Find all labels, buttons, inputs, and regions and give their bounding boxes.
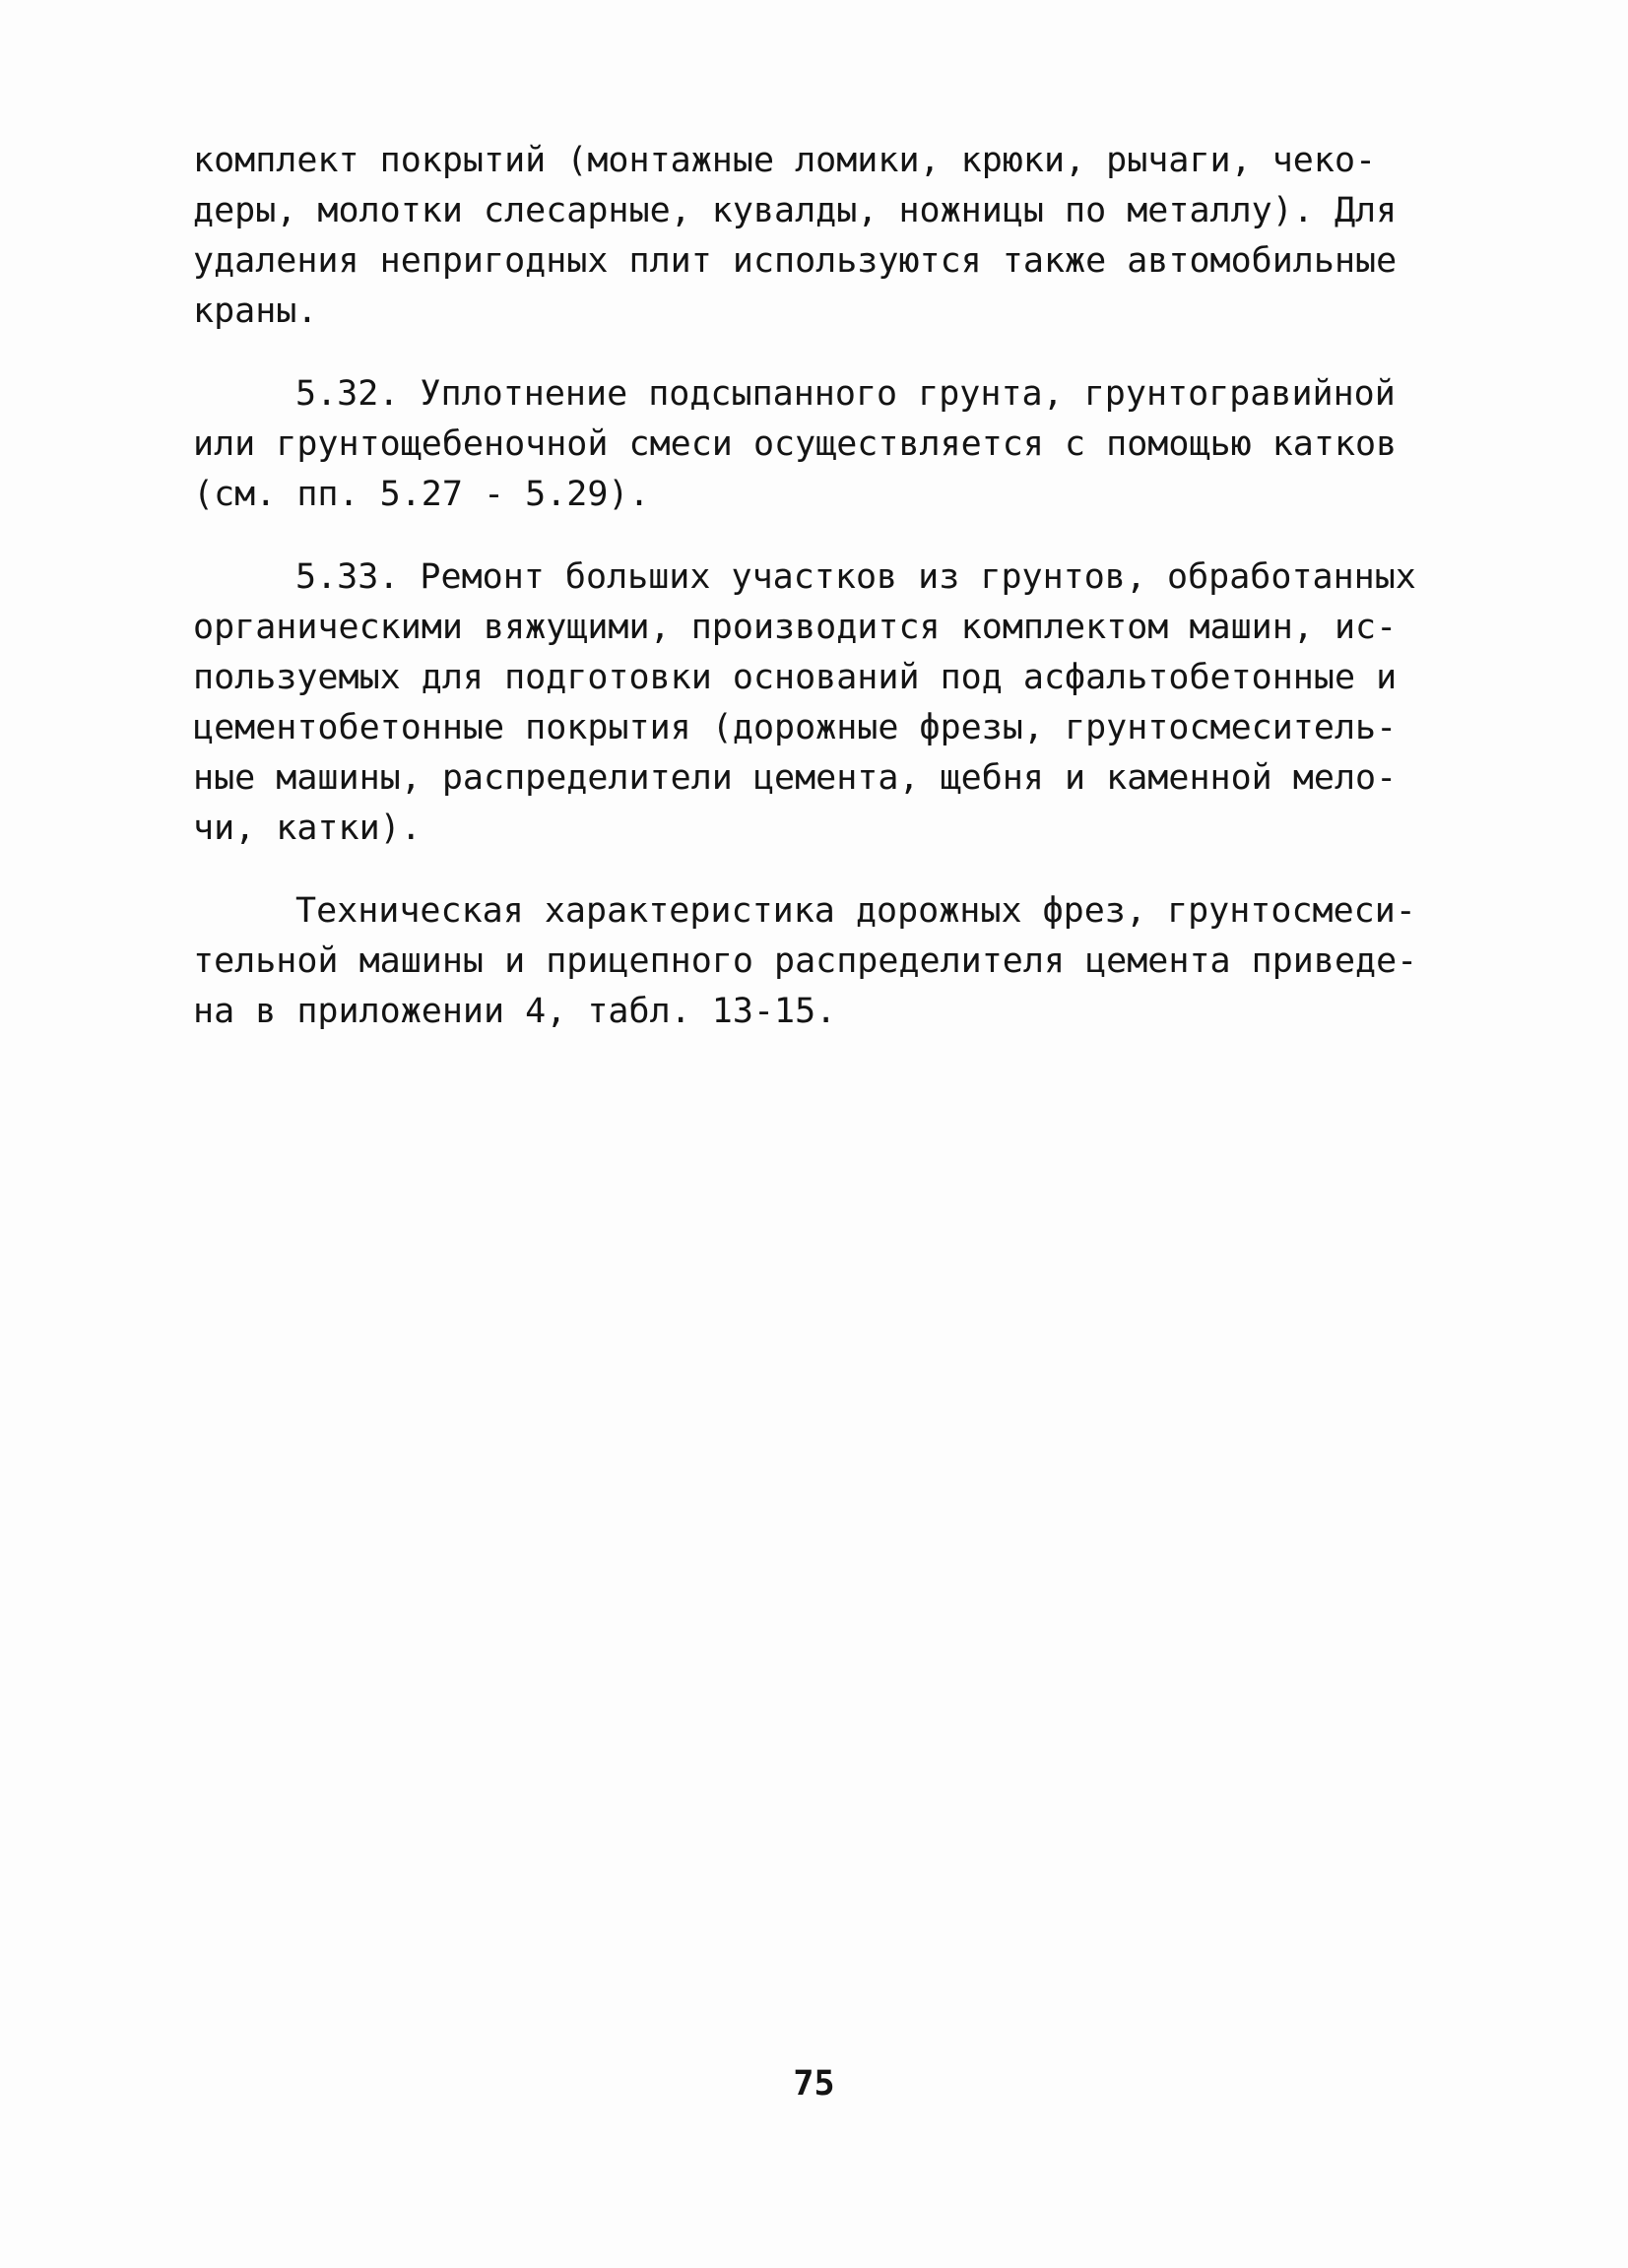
- paragraph-technical-characteristics: [193, 886, 1418, 1037]
- page-number: 75: [793, 2064, 835, 2104]
- text-line: краны.: [193, 292, 318, 331]
- text-line: 5.33. Ремонт больших участков из грунтов, обработанных: [295, 557, 1416, 597]
- body-text: [193, 136, 1418, 1069]
- text-line: на в приложении 4, табл. 13-15.: [193, 992, 837, 1031]
- text-line: ные машины, распределители цемента, щебня и каменной мело-: [193, 758, 1398, 798]
- text-line: 5.32. Уплотнение подсыпанного грунта, грунтогравийной: [295, 374, 1396, 414]
- text-line: чи, катки).: [193, 809, 422, 848]
- text-line: деры, молотки слесарные, кувалды, ножницы по металлу). Для: [193, 191, 1398, 230]
- text-line: пользуемых для подготовки оснований под асфальтобетонные и: [193, 658, 1398, 697]
- paragraph-5-33: [193, 552, 1414, 854]
- text-line: комплект покрытий (монтажные ломики, крюки, рычаги, чеко-: [193, 141, 1377, 180]
- text-line: или грунтощебеночной смеси осуществляется с помощью катков: [193, 424, 1398, 464]
- paragraph-continuation: [193, 136, 1414, 337]
- text-line: органическими вяжущими, производится комплектом машин, ис-: [193, 608, 1398, 647]
- text-line: тельной машины и прицепного распределителя цемента приведе-: [193, 941, 1418, 981]
- paragraph-5-32: [193, 369, 1414, 520]
- text-line: (см. пп. 5.27 - 5.29).: [193, 475, 650, 514]
- text-line: удаления непригодных плит используются также автомобильные: [193, 241, 1398, 281]
- text-line: Техническая характеристика дорожных фрез, грунтосмеси-: [295, 891, 1416, 931]
- text-line: цементобетонные покрытия (дорожные фрезы, грунтосмеситель-: [193, 708, 1398, 747]
